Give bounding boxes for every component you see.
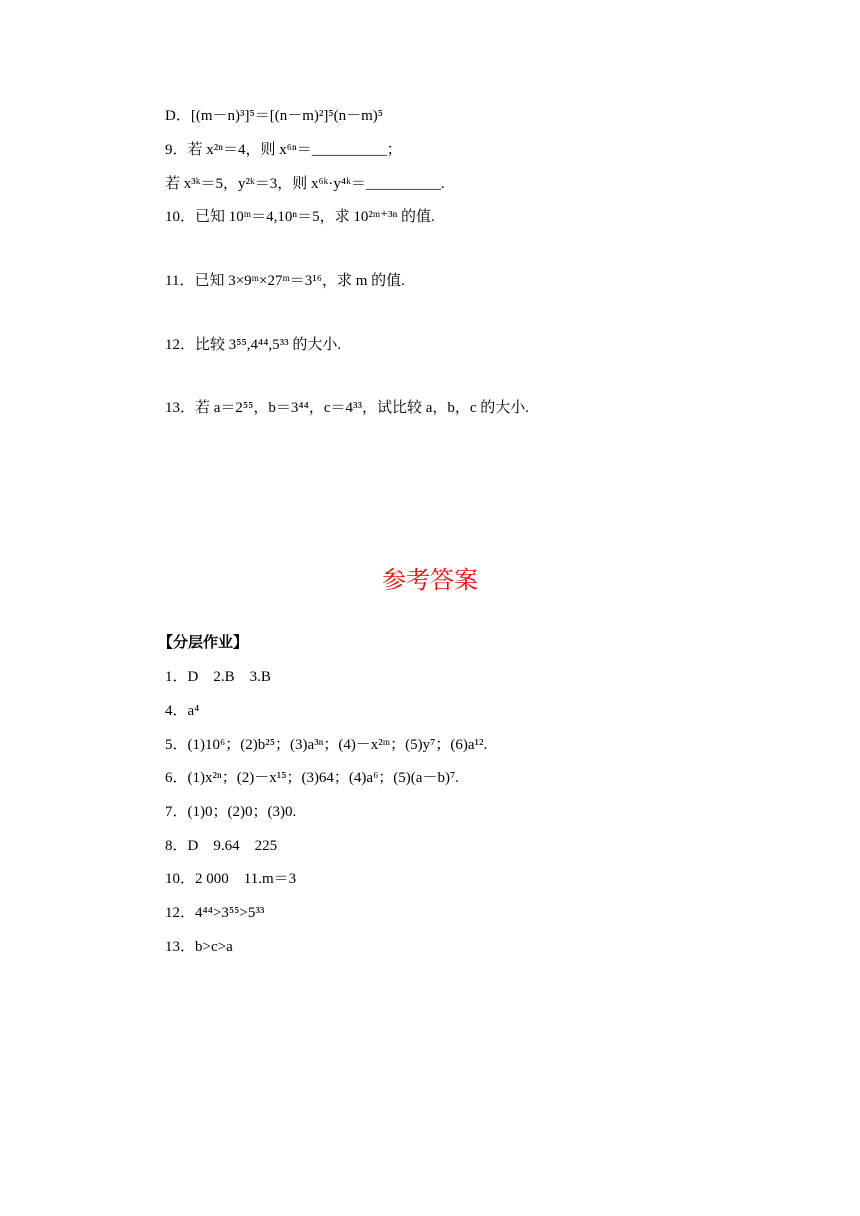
answer-10	[165, 869, 296, 889]
section-heading: 【分层作业】	[158, 633, 249, 651]
answer-label: 13．	[165, 939, 196, 955]
answer-label: 12．	[165, 905, 196, 921]
answer-6	[165, 768, 459, 788]
question-expression: [(m－n)³]⁵＝[(n－m)²]⁵(n－m)⁵	[190, 108, 383, 124]
answer-label: 6．	[165, 770, 188, 786]
answer-label: 7．	[165, 804, 188, 820]
question-text: 已知 3×9ᵐ×27ᵐ＝3¹⁶，求 m 的值.	[194, 273, 405, 289]
answer-7	[165, 802, 296, 822]
answer-text: 2 000 11.m＝3	[195, 871, 297, 887]
answer-4	[165, 701, 199, 721]
answer-text: (1)0；(2)0；(3)0.	[187, 804, 297, 820]
answer-label: 4．	[165, 703, 188, 719]
question-label: 10．	[165, 209, 196, 225]
answer-label: 10．	[165, 871, 196, 887]
question-text: 已知 10ᵐ＝4,10ⁿ＝5，求 10²ᵐ⁺³ⁿ 的值.	[195, 209, 435, 225]
answer-text: b>c>a	[195, 939, 233, 955]
answer-text: D 2.B 3.B	[187, 669, 271, 685]
answer-label: 1．	[165, 669, 188, 685]
question-text: 若 a＝2⁵⁵，b＝3⁴⁴，c＝4³³，试比较 a，b，c 的大小.	[195, 400, 530, 416]
answers-title: 参考答案	[382, 566, 478, 594]
answer-label: 8．	[165, 838, 188, 854]
question-label: 13．	[165, 400, 196, 416]
question-text: 若 x³ᵏ＝5，y²ᵏ＝3，则 x⁶ᵏ·y⁴ᵏ＝__________.	[165, 176, 445, 192]
question-text: 比较 3⁵⁵,4⁴⁴,5³³ 的大小.	[195, 337, 342, 353]
answer-12	[165, 903, 264, 923]
answer-5	[165, 735, 487, 755]
answer-1	[165, 667, 271, 687]
answer-text: 4⁴⁴>3⁵⁵>5³³	[195, 905, 265, 921]
question-13	[165, 398, 529, 418]
question-8-option-d	[165, 106, 383, 126]
question-10	[165, 207, 435, 227]
answer-label: 5．	[165, 737, 188, 753]
answer-text: (1)10⁶；(2)b²⁵；(3)a³ⁿ；(4)－x²ᵐ；(5)y⁷；(6)a¹².	[187, 737, 488, 753]
question-label: 9．	[165, 142, 188, 158]
answer-text: a⁴	[187, 703, 200, 719]
answer-13	[165, 937, 233, 957]
answer-text: (1)x²ⁿ；(2)－x¹⁵；(3)64；(4)a⁶；(5)(a－b)⁷.	[187, 770, 459, 786]
question-12	[165, 335, 341, 355]
answer-8	[165, 836, 277, 856]
question-11	[165, 271, 405, 291]
question-text: 若 x²ⁿ＝4，则 x⁶ⁿ＝__________；	[187, 142, 402, 158]
question-9-part-2	[165, 174, 445, 194]
question-label: 12．	[165, 337, 196, 353]
question-9	[165, 140, 402, 160]
question-label: D．	[165, 108, 191, 124]
answer-text: D 9.64 225	[187, 838, 278, 854]
question-label: 11．	[165, 273, 195, 289]
